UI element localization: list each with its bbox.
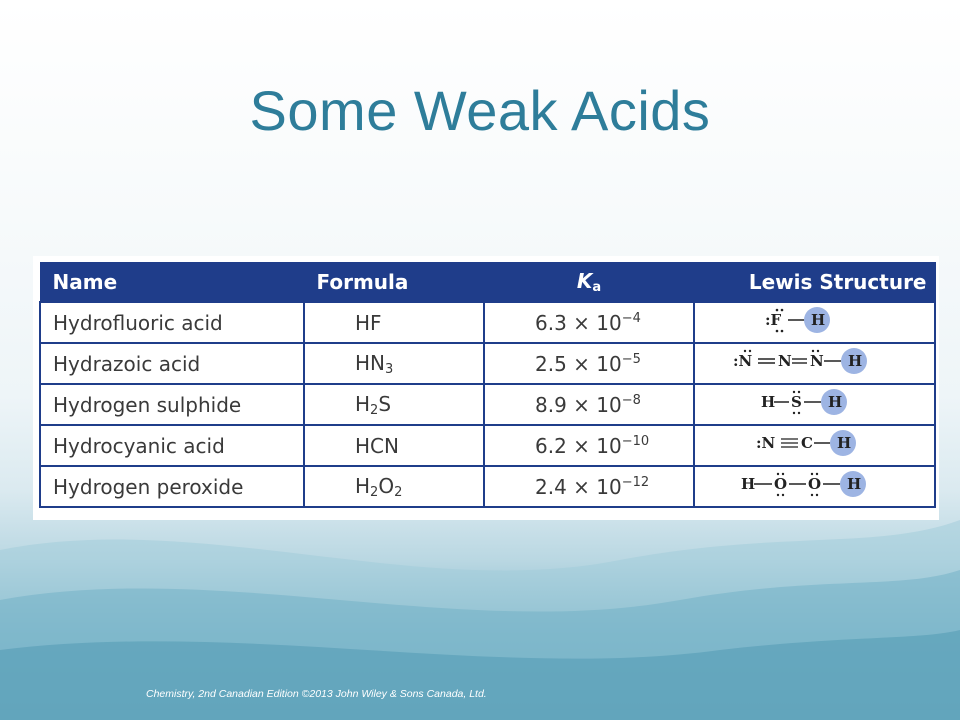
acid-formula: $H_2S$ [304, 384, 484, 425]
svg-text::F: :F [764, 311, 781, 329]
weak-acids-table-container [33, 256, 939, 520]
svg-text:C: C [800, 434, 813, 452]
header-formula: Formula [304, 263, 484, 303]
acid-ka: $2.5 \times 10^{-5}$ [484, 343, 694, 384]
acid-formula: HF [304, 302, 484, 343]
acid-name: Hydrazoic acid [40, 343, 304, 384]
svg-text:S: S [790, 393, 802, 411]
svg-text:H: H [810, 311, 825, 329]
svg-text:H: H [846, 475, 861, 493]
svg-text:O: O [807, 475, 821, 493]
acid-name: Hydrogen peroxide [40, 466, 304, 507]
lewis-structure-hn3 [694, 343, 935, 384]
header-ka [484, 263, 694, 303]
svg-text:N: N [809, 352, 824, 370]
svg-text:H: H [847, 352, 862, 370]
acid-formula: $H_2O_2$ [304, 466, 484, 507]
acid-formula: HCN [304, 425, 484, 466]
acid-ka: $6.3 \times 10^{-4}$ [484, 302, 694, 343]
lewis-structure-hf [694, 302, 935, 343]
svg-text:H: H [836, 434, 851, 452]
header-ka-symbol: K [576, 269, 593, 293]
lewis-structure-h2o2 [694, 466, 935, 507]
svg-text:N: N [777, 352, 792, 370]
table-row [40, 302, 935, 343]
acid-ka: $6.2 \times 10^{-10}$ [484, 425, 694, 466]
svg-text:H: H [827, 393, 842, 411]
acid-ka: $2.4 \times 10^{-12}$ [484, 466, 694, 507]
decorative-waves [0, 490, 960, 720]
svg-text:O: O [773, 475, 787, 493]
acid-ka: $8.9 \times 10^{-8}$ [484, 384, 694, 425]
lewis-structure-h2s [694, 384, 935, 425]
table-header-row [40, 263, 935, 303]
acid-name: Hydrofluoric acid [40, 302, 304, 343]
svg-text::N: :N [732, 352, 752, 370]
header-name: Name [40, 263, 304, 303]
weak-acids-table [39, 262, 936, 508]
copyright-footer: Chemistry, 2nd Canadian Edition ©2013 John Wiley & Sons Canada, Ltd. [146, 688, 487, 700]
svg-text:H: H [740, 475, 755, 493]
acid-formula: $HN_3$ [304, 343, 484, 384]
acid-name: Hydrogen sulphide [40, 384, 304, 425]
lewis-structure-hcn [694, 425, 935, 466]
svg-text:H: H [760, 393, 775, 411]
table-row [40, 425, 935, 466]
header-lewis: Lewis Structure [694, 263, 935, 303]
table-row [40, 466, 935, 507]
table-row [40, 343, 935, 384]
table-row [40, 384, 935, 425]
header-ka-subscript: a [592, 280, 602, 295]
slide-title: Some Weak Acids [249, 79, 711, 142]
svg-text::N: :N [755, 434, 775, 452]
acid-name: Hydrocyanic acid [40, 425, 304, 466]
